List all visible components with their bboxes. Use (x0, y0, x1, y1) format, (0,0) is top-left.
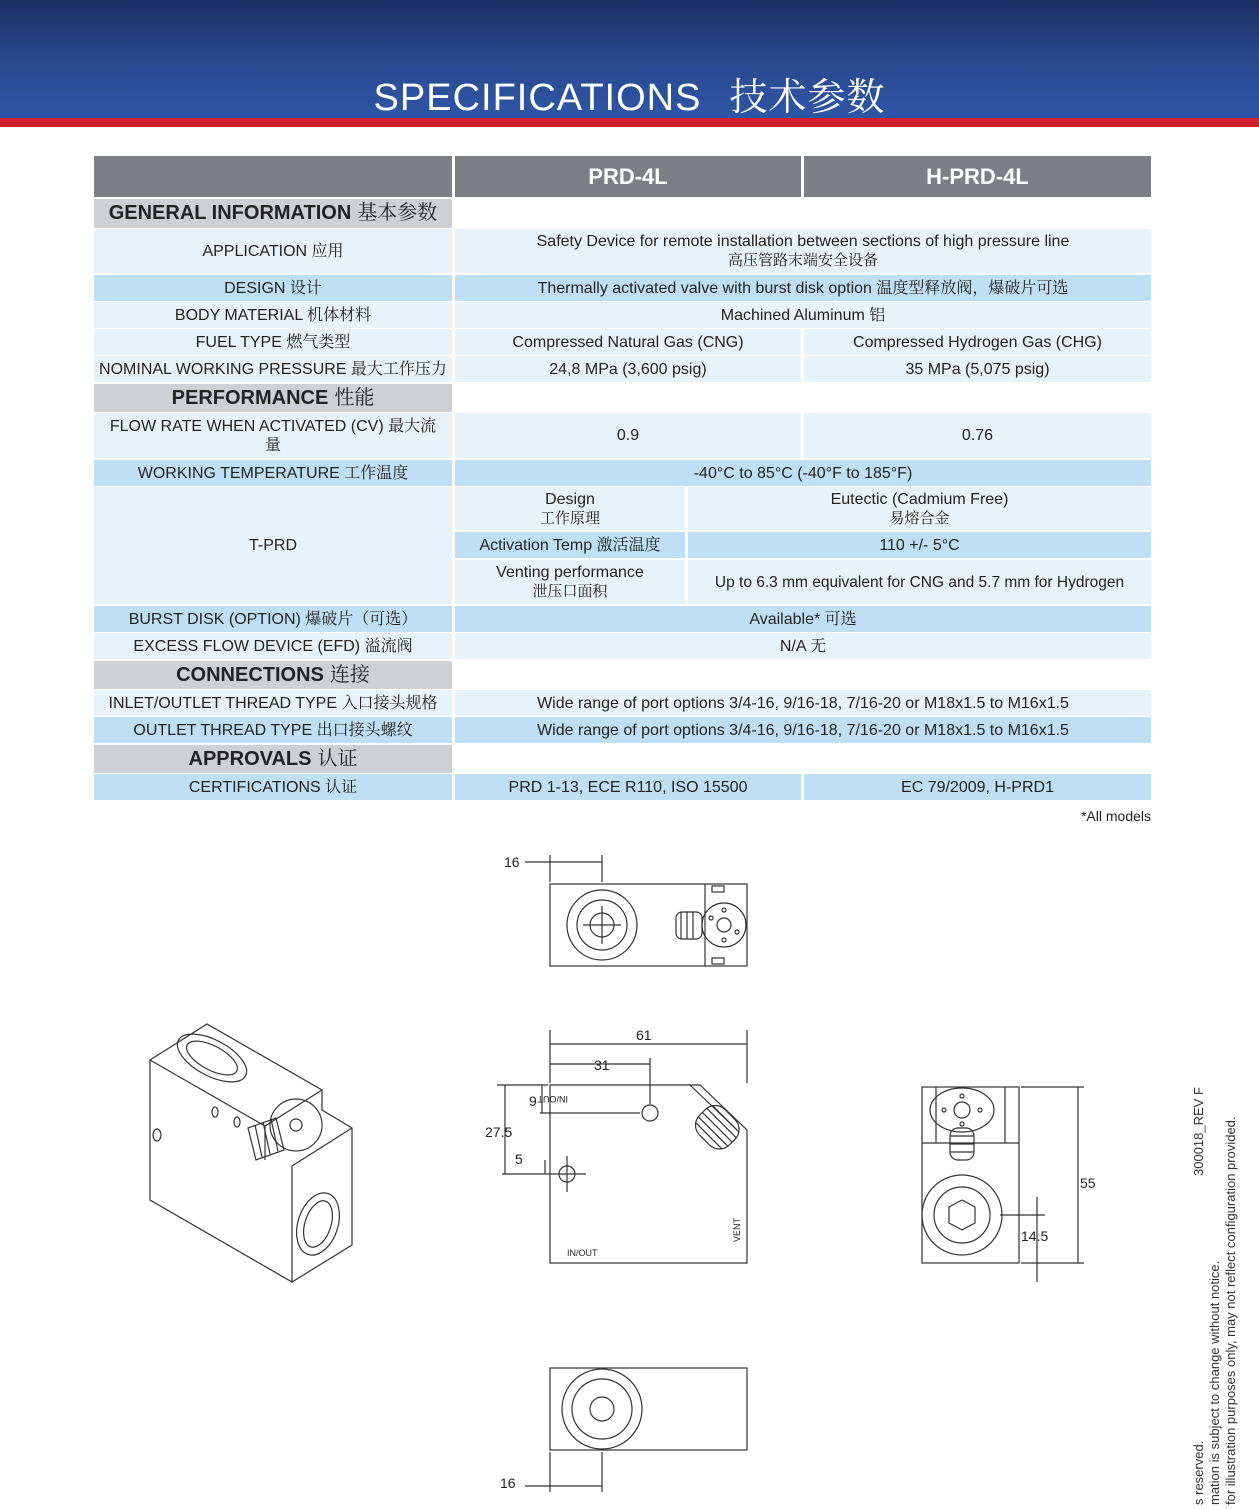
top-view-drawing (525, 855, 747, 966)
row-value-inlet-thread: Wide range of port options 3/4-16, 9/16-18, 7/16-20 or M18x1.5 to M16x1.5 (455, 690, 1151, 716)
tprd-design-value: Eutectic (Cadmium Free) 易熔合金 (688, 487, 1151, 530)
row-value-cert-hprd: EC 79/2009, H-PRD1 (804, 774, 1151, 800)
side-note-change: mation is subject to change without notice. (1207, 1260, 1222, 1505)
side-view-drawing (922, 1087, 1084, 1282)
row-value-temperature: -40°C to 85°C (-40°F to 185°F) (455, 460, 1151, 486)
row-label-temperature: WORKING TEMPERATURE 工作温度 (94, 460, 452, 486)
column-header-prd-4l: PRD-4L (455, 156, 801, 197)
column-header-h-prd-4l: H-PRD-4L (804, 156, 1151, 197)
row-label-tprd: T-PRD (94, 487, 452, 604)
side-note-reserved: s reserved. (1191, 1440, 1206, 1505)
dim-front-5: 5 (515, 1151, 523, 1167)
row-label-burst-disk: BURST DISK (OPTION) 爆破片（可选） (94, 606, 452, 632)
row-label-application: APPLICATION 应用 (94, 229, 452, 273)
row-value-efd: N/A 无 (455, 633, 1151, 659)
row-value-burst-disk: Available* 可选 (455, 606, 1151, 632)
row-label-design: DESIGN 设计 (94, 275, 452, 301)
front-view-drawing (497, 1030, 747, 1263)
row-value-outlet-thread: Wide range of port options 3/4-16, 9/16-18, 7/16-20 or M18x1.5 to M16x1.5 (455, 717, 1151, 743)
row-value-fuel-prd: Compressed Natural Gas (CNG) (455, 329, 801, 355)
page-title-cn: 技术参数 (729, 77, 886, 119)
row-value-pressure-hprd: 35 MPa (5,075 psig) (804, 356, 1151, 382)
row-value-application: Safety Device for remote installation between sections of high pressure line 高压管路末端安全设备 (455, 229, 1151, 273)
dim-top-16: 16 (504, 854, 520, 870)
footnote: *All models (1080, 808, 1151, 824)
row-value-fuel-hprd: Compressed Hydrogen Gas (CHG) (804, 329, 1151, 355)
label-vent: VENT (732, 1217, 742, 1242)
tprd-venting-value: Up to 6.3 mm equivalent for CNG and 5.7 mm for Hydrogen (688, 560, 1151, 604)
row-value-pressure-prd: 24,8 MPa (3,600 psig) (455, 356, 801, 382)
row-label-certifications: CERTIFICATIONS 认证 (94, 774, 452, 800)
dim-front-31: 31 (594, 1057, 610, 1073)
tprd-design-label: Design 工作原理 (455, 487, 685, 530)
row-value-cert-prd: PRD 1-13, ECE R110, ISO 15500 (455, 774, 801, 800)
label-in-out-top: IN/OUT (537, 1094, 568, 1104)
dim-front-9: 9 (529, 1093, 537, 1109)
row-label-fuel-type: FUEL TYPE 燃气类型 (94, 329, 452, 355)
doc-code: 300018_REV F (1191, 1087, 1206, 1176)
dim-front-61: 61 (636, 1027, 652, 1043)
isometric-view-drawing (150, 1024, 352, 1282)
row-value-flow-prd: 0.9 (455, 413, 801, 458)
row-value-body-material: Machined Aluminum 铝 (455, 302, 1151, 328)
row-label-outlet-thread: OUTLET THREAD TYPE 出口接头螺纹 (94, 717, 452, 743)
page-title-en: SPECIFICATIONS (373, 77, 702, 119)
row-value-design: Thermally activated valve with burst disk option 温度型释放阀，爆破片可选 (455, 275, 1151, 301)
tprd-venting-label: Venting performance 泄压口面积 (455, 560, 685, 604)
dim-front-27-5: 27.5 (485, 1124, 513, 1140)
row-label-inlet-thread: INLET/OUTLET THREAD TYPE 入口接头规格 (94, 690, 452, 716)
dim-side-55: 55 (1080, 1175, 1096, 1191)
row-label-body-material: BODY MATERIAL 机体材料 (94, 302, 452, 328)
tprd-activation-label: Activation Temp 激活温度 (455, 532, 685, 558)
side-note-illustration: for illustration purposes only, may not reflect configuration provided. (1223, 1116, 1238, 1505)
row-value-flow-hprd: 0.76 (804, 413, 1151, 458)
label-in-out-bottom: IN/OUT (567, 1248, 598, 1258)
row-label-flow-rate: FLOW RATE WHEN ACTIVATED (CV) 最大流 量 (94, 413, 452, 458)
dim-side-14-5: 14.5 (1021, 1228, 1049, 1244)
section-title-approvals: APPROVALS 认证 (94, 745, 452, 773)
bottom-view-drawing (525, 1368, 747, 1492)
tprd-activation-value: 110 +/- 5°C (688, 532, 1151, 558)
section-title-performance: PERFORMANCE 性能 (94, 384, 452, 412)
row-label-pressure: NOMINAL WORKING PRESSURE 最大工作压力 (94, 356, 452, 382)
dim-bottom-16: 16 (500, 1475, 516, 1491)
section-title-connections: CONNECTIONS 连接 (94, 661, 452, 689)
section-title-general: GENERAL INFORMATION 基本参数 (94, 199, 452, 228)
row-label-efd: EXCESS FLOW DEVICE (EFD) 溢流阀 (94, 633, 452, 659)
